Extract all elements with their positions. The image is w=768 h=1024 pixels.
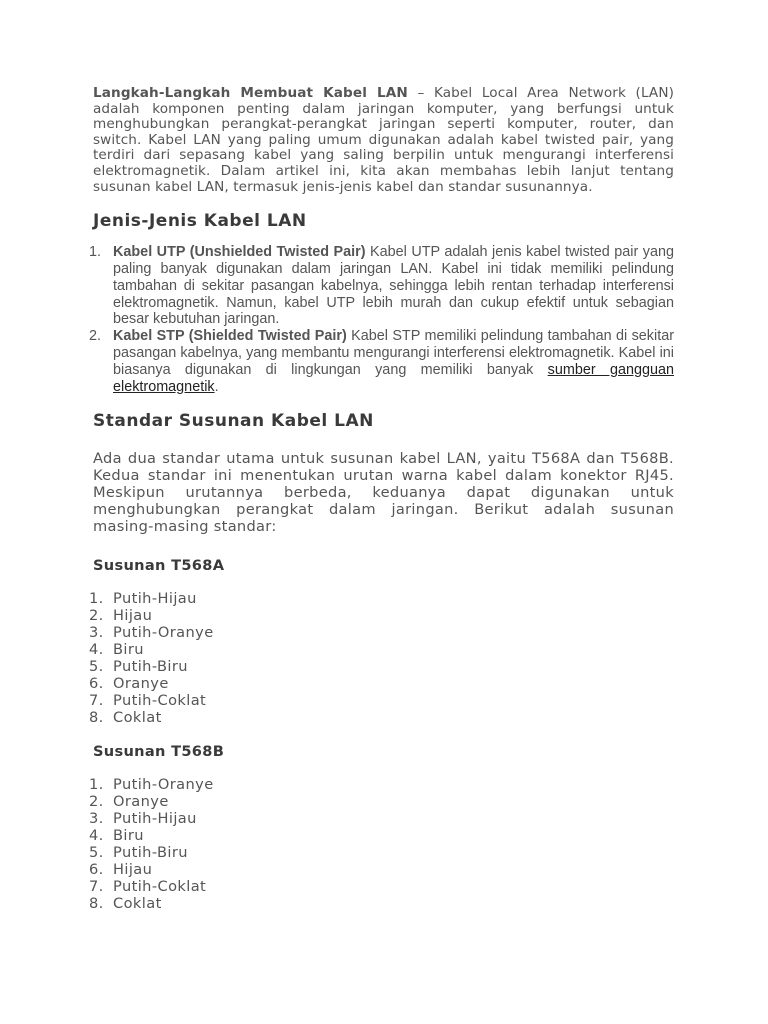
list-item xyxy=(89,709,674,727)
list-number: 8. xyxy=(89,709,104,727)
list-item xyxy=(89,590,674,608)
list-item xyxy=(89,793,674,811)
list-item xyxy=(89,878,674,896)
wire-color: Hijau xyxy=(113,861,153,879)
list-item xyxy=(89,675,674,693)
wire-color: Putih-Coklat xyxy=(113,878,207,896)
list-item xyxy=(89,861,674,879)
list-number: 1. xyxy=(89,244,102,261)
list-number: 2. xyxy=(89,328,102,345)
wire-color: Putih-Hijau xyxy=(113,590,197,608)
utp-title: Kabel UTP (Unshielded Twisted Pair) xyxy=(113,244,366,261)
wire-color: Coklat xyxy=(113,895,162,913)
wire-color: Hijau xyxy=(113,607,153,625)
list-item xyxy=(89,844,674,862)
list-item xyxy=(89,658,674,676)
stp-text-end: . xyxy=(214,378,219,395)
intro-text: – Kabel Local Area Network (LAN) adalah komponen penting dalam jaringan komputer, yang berfungsi untuk menghubungkan perangkat-perangkat jaringan seperti komputer, router, dan switch. Kabel LAN yang paling umum digunakan adalah kabel twisted pair, yang terdiri dari sepasang kabel yang saling berpilin untuk mengurangi interferensi elektromagnetik. Dalam artikel ini, kita akan membahas lebih lanjut tentang susunan kabel LAN, termasuk jenis-jenis kabel dan standar susunannya. xyxy=(93,85,674,195)
list-number: 3. xyxy=(89,810,104,828)
intro-title: Langkah-Langkah Membuat Kabel LAN xyxy=(93,85,408,101)
list-number: 8. xyxy=(89,895,104,913)
intro-paragraph xyxy=(93,86,674,195)
list-item-stp xyxy=(89,328,674,395)
list-number: 5. xyxy=(89,658,104,676)
wire-color: Coklat xyxy=(113,709,162,727)
stp-text: Kabel STP memiliki pelindung tambahan di sekitar pasangan kabelnya, yang membantu mengurangi interferensi elektromagnetik. Kabel ini biasanya digunakan di lingkungan yang memiliki banyak xyxy=(113,328,674,378)
t568a-list xyxy=(89,590,674,727)
document-page xyxy=(89,85,674,913)
subheading-t568a: Susunan T568A xyxy=(93,557,225,575)
wire-color: Biru xyxy=(113,641,144,659)
list-number: 1. xyxy=(89,590,104,608)
cable-types-list xyxy=(89,244,674,395)
wire-color: Oranye xyxy=(113,793,169,811)
list-number: 1. xyxy=(89,776,104,794)
wire-color: Putih-Hijau xyxy=(113,810,197,828)
wire-color: Putih-Biru xyxy=(113,658,188,676)
standar-paragraph: Ada dua standar utama untuk susunan kabel LAN, yaitu T568A dan T568B. Kedua standar ini menentukan urutan warna kabel dalam konektor RJ45. Meskipun urutannya berbeda, keduanya dapat digunakan untuk menghubungkan perangkat dalam jaringan. Berikut adalah susunan masing-masing standar: xyxy=(93,450,674,536)
list-item xyxy=(89,624,674,642)
list-number: 2. xyxy=(89,793,104,811)
wire-color: Oranye xyxy=(113,675,169,693)
list-number: 7. xyxy=(89,692,104,710)
list-item xyxy=(89,692,674,710)
section-heading-standar: Standar Susunan Kabel LAN xyxy=(93,411,374,432)
list-number: 3. xyxy=(89,624,104,642)
list-item xyxy=(89,607,674,625)
t568b-list xyxy=(89,776,674,913)
list-number: 6. xyxy=(89,675,104,693)
wire-color: Biru xyxy=(113,827,144,845)
list-item-utp xyxy=(89,244,674,328)
utp-text: Kabel UTP adalah jenis kabel twisted pair yang paling banyak digunakan dalam jaringan LAN. Kabel ini tidak memiliki pelindung tambahan di sekitar pasangan kabelnya, sehingga lebih rentan terhadap interferensi elektromagnetik. Namun, kabel UTP lebih murah dan cukup efektif untuk sebagian besar kebutuhan jaringan. xyxy=(113,244,674,328)
list-number: 7. xyxy=(89,878,104,896)
wire-color: Putih-Oranye xyxy=(113,776,214,794)
list-item xyxy=(89,895,674,913)
wire-color: Putih-Coklat xyxy=(113,692,207,710)
list-number: 4. xyxy=(89,827,104,845)
wire-color: Putih-Biru xyxy=(113,844,188,862)
emi-source-link[interactable]: sumber gangguan elektromagnetik xyxy=(113,361,674,395)
list-item xyxy=(89,827,674,845)
list-number: 2. xyxy=(89,607,104,625)
list-item xyxy=(89,776,674,794)
list-number: 4. xyxy=(89,641,104,659)
list-number: 5. xyxy=(89,844,104,862)
list-number: 6. xyxy=(89,861,104,879)
wire-color: Putih-Oranye xyxy=(113,624,214,642)
list-item xyxy=(89,641,674,659)
stp-title: Kabel STP (Shielded Twisted Pair) xyxy=(113,328,347,345)
subheading-t568b: Susunan T568B xyxy=(93,743,225,761)
section-heading-jenis: Jenis-Jenis Kabel LAN xyxy=(93,211,307,232)
list-item xyxy=(89,810,674,828)
